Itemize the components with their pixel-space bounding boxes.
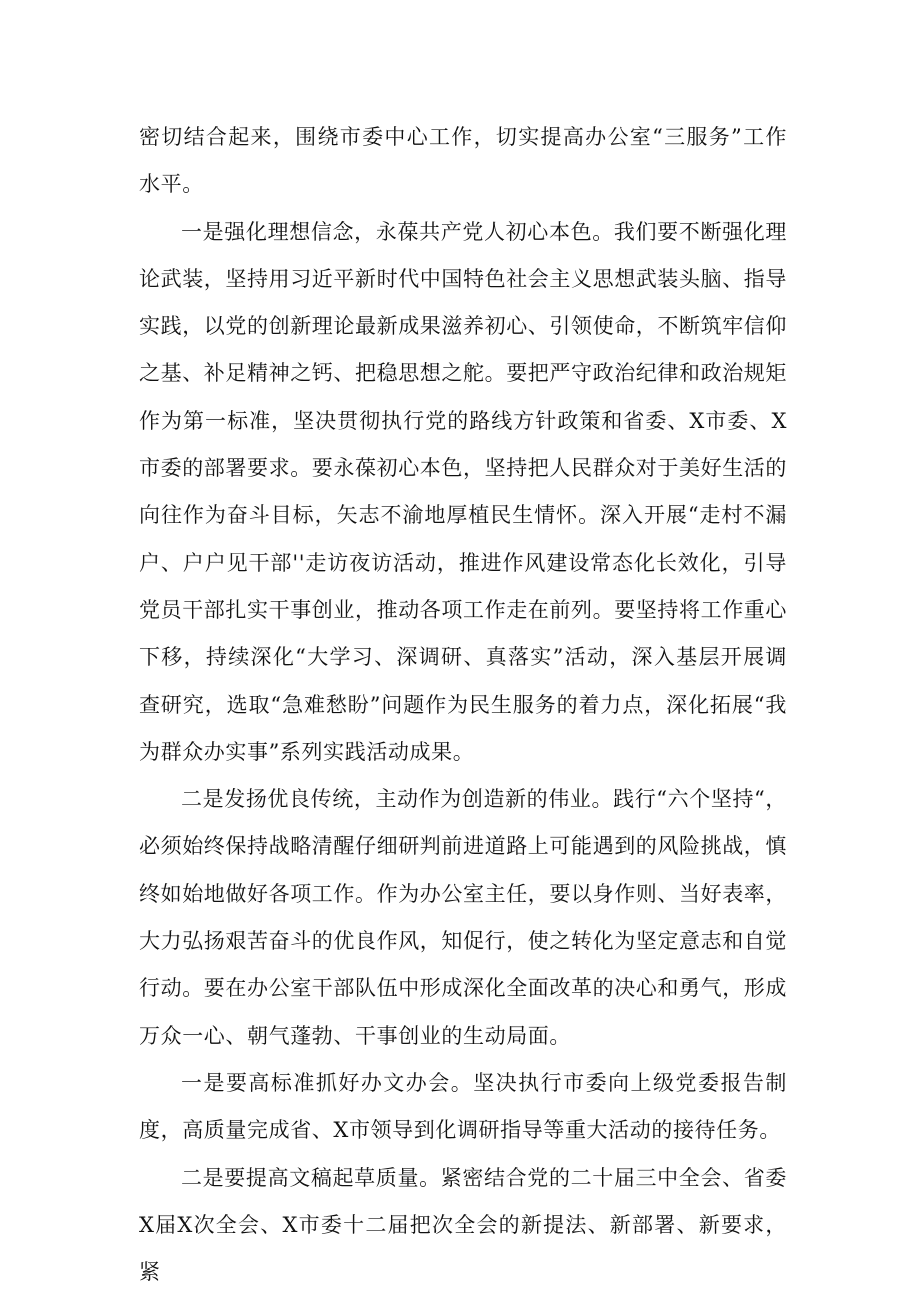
document-body [139,114,787,1296]
paragraph-5: 二是要提高文稿起草质量。紧密结合党的二十届三中全会、省委X届X次全会、X市委十二届把次全会的新提法、新部署、新要求，紧 [139,1165,787,1285]
paragraph-2: 一是强化理想信念，永葆共产党人初心本色。我们要不断强化理论武装，坚持用习近平新时代中国特色社会主义思想武装头脑、指导实践，以党的创新理论最新成果滋养初心、引领使命，不断筑牢信仰之基、补足精神之钙、把稳思想之舵。要把严守政治纪律和政治规矩作为第一标准，坚决贯彻执行党的路线方针政策和省委、X市委、X市委的部署要求。要永葆初心本色，坚持把人民群众对于美好生活的向往作为奋斗目标，矢志不渝地厚植民生情怀。深入开展“走村不漏户、户户见干部''走访夜访活动，推进作风建设常态化长效化，引导党员干部扎实干事创业，推动各项工作走在前列。要坚持将工作重心下移，持续深化“大学习、深调研、真落实”活动，深入基层开展调查研究，选取“急难愁盼”问题作为民生服务的着力点，深化拓展“我为群众办实事”系列实践活动成果。 [139,219,787,764]
paragraph-3: 二是发扬优良传统，主动作为创造新的伟业。践行“六个坚持“，必须始终保持战略清醒仔细研判前进道路上可能遇到的风险挑战，慎终如始地做好各项工作。作为办公室主任，要以身作则、当好表率，大力弘扬艰苦奋斗的优良作风，知促行，使之转化为坚定意志和自觉行动。要在办公室干部队伍中形成深化全面改革的决心和勇气，形成万众一心、朝气蓬勃、干事创业的生动局面。 [139,787,787,1048]
paragraph-4: 一是要高标准抓好办文办会。坚决执行市委向上级党委报告制度，高质量完成省、X市领导到化调研指导等重大活动的接待任务。 [139,1070,787,1143]
paragraph-1: 密切结合起来，围绕市委中心工作，切实提高办公室“三服务”工作水平。 [139,125,788,197]
